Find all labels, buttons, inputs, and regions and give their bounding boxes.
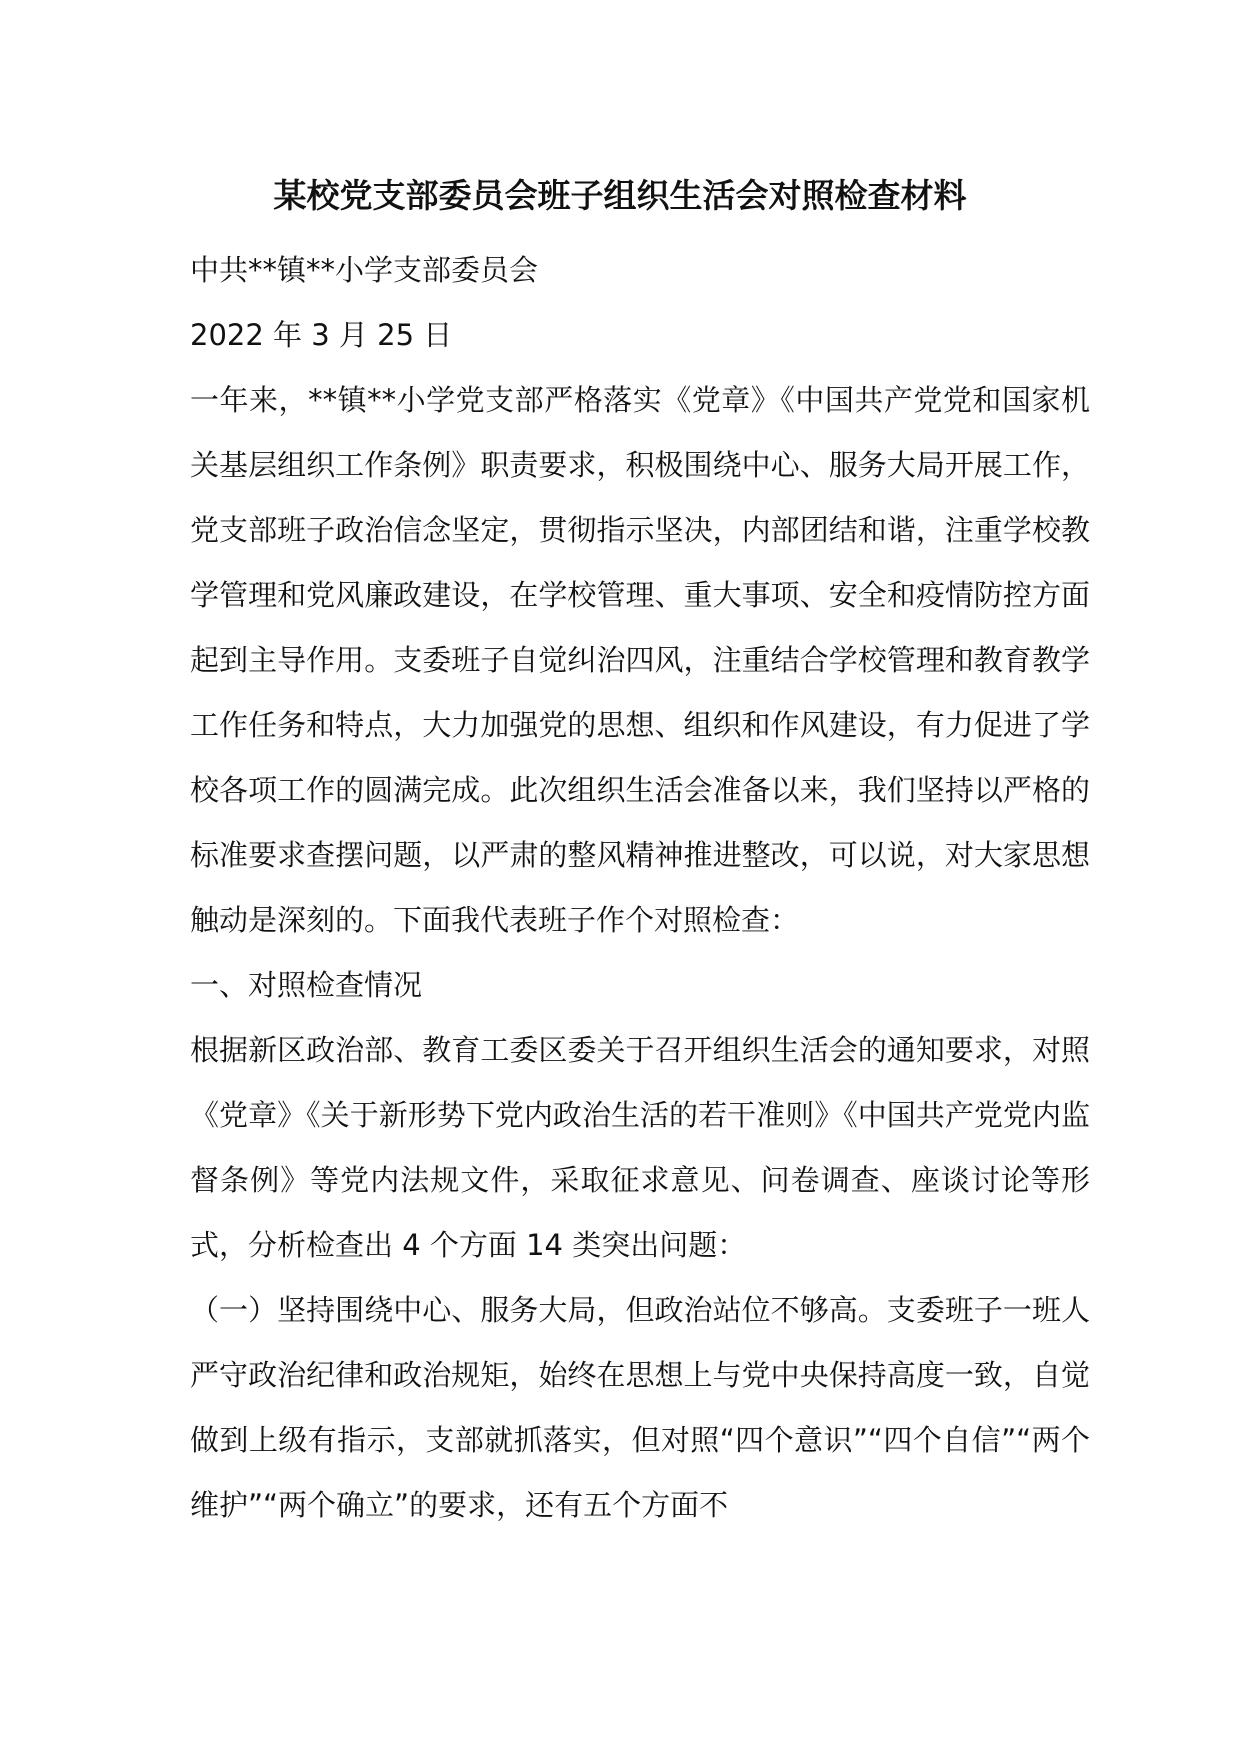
body-paragraph: 根据新区政治部、教育工委区委关于召开组织生活会的通知要求，对照《党章》《关于新形势下党内政治生活的若干准则》《中国共产党党内监督条例》等党内法规文件，采取征求意见、问卷调查、座谈讨论等形式，分析检查出 4 个方面 14 类突出问题： <box>190 1033 1090 1262</box>
intro-paragraph: 一年来，**镇**小学党支部严格落实《党章》《中国共产党党和国家机关基层组织工作条例》职责要求，积极围绕中心、服务大局开展工作，党支部班子政治信念坚定，贯彻指示坚决，内部团结和谐，注重学校教学管理和党风廉政建设，在学校管理、重大事项、安全和疫情防控方面起到主导作用。支委班子自觉纠治四风，注重结合学校管理和教育教学工作任务和特点，大力加强党的思想、组织和作风建设，有力促进了学校各项工作的圆满完成。此次组织生活会准备以来，我们坚持以严格的标准要求查摆问题，以严肃的整风精神推进整改，可以说，对大家思想触动是深刻的。下面我代表班子作个对照检查： <box>190 383 1090 937</box>
organization-line: 中共**镇**小学支部委员会 <box>190 253 539 287</box>
document-body <box>190 238 1090 1538</box>
document-title: 某校党支部委员会班子组织生活会对照检查材料 <box>273 176 967 215</box>
section-heading: 一、对照检查情况 <box>190 968 423 1002</box>
date-line: 2022 年 3 月 25 日 <box>190 318 453 352</box>
body-paragraph: （一）坚持围绕中心、服务大局，但政治站位不够高。支委班子一班人严守政治纪律和政治规矩，始终在思想上与党中央保持高度一致，自觉做到上级有指示，支部就抓落实，但对照“四个意识”“四个自信”“两个维护”“两个确立”的要求，还有五个方面不 <box>190 1293 1090 1522</box>
